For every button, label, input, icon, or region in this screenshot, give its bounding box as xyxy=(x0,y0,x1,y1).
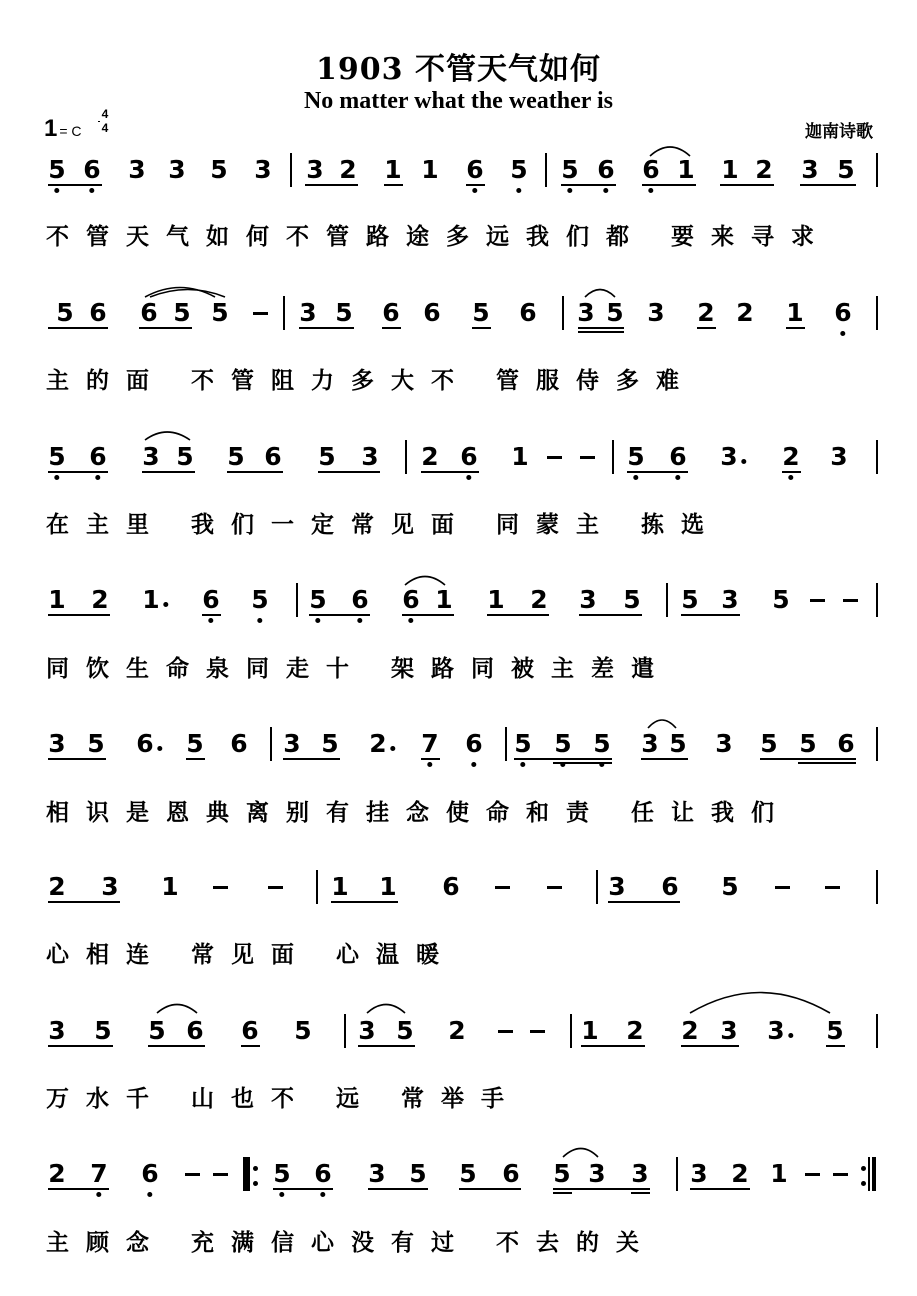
lyric-line-8: 主顾念 充满信心没有过 不去的关 xyxy=(46,1230,657,1256)
note: 6 xyxy=(442,872,460,901)
note: 6 xyxy=(460,442,477,472)
note: 1 xyxy=(48,585,66,614)
note: 1 xyxy=(677,155,695,184)
note: 5 xyxy=(173,298,191,327)
note: 6 xyxy=(202,585,219,615)
note: 5 xyxy=(251,585,268,615)
note: 5 xyxy=(396,1016,414,1045)
note: 3 xyxy=(306,155,324,184)
note: 3 xyxy=(101,872,119,901)
note: 2 xyxy=(48,872,66,901)
note: 5 xyxy=(799,729,817,758)
note: 5 xyxy=(553,1159,571,1188)
author: 迦南诗歌 xyxy=(805,122,873,141)
note: 5 xyxy=(294,1016,312,1045)
note: 1 xyxy=(142,585,159,615)
note: 5 xyxy=(87,729,105,758)
note: 3 xyxy=(168,155,186,184)
note: 5 xyxy=(309,585,326,615)
note: 3 xyxy=(283,729,301,758)
note: 5 xyxy=(554,729,571,759)
lyric-line-1: 不管天气如何不管路途多远我们都 要来寻求 xyxy=(46,224,832,250)
song-title: 1903 不管天气如何 xyxy=(316,52,601,87)
note: 1 xyxy=(770,1159,788,1188)
note: 5 xyxy=(48,155,65,185)
note: 3 xyxy=(588,1159,606,1188)
note: 1 xyxy=(435,585,453,614)
note: 3 xyxy=(631,1159,649,1188)
lyric-line-2: 主的面 不管阻力多大不 管服侍多难 xyxy=(46,368,697,394)
lyric-line-3: 在主里 我们一定常见面 同蒙主 拣选 xyxy=(46,512,722,538)
note: 3 xyxy=(579,585,597,614)
note: 1 xyxy=(487,585,505,614)
note: 3 xyxy=(142,442,160,471)
note: 6 xyxy=(140,298,158,327)
note: 2 xyxy=(736,298,754,327)
note: 3 xyxy=(254,155,272,184)
note: 1 xyxy=(786,298,804,327)
note: 3 xyxy=(358,1016,376,1045)
note: 6 xyxy=(402,585,419,615)
note: 1 xyxy=(721,155,739,184)
note: 3 xyxy=(767,1016,784,1046)
note: 6 xyxy=(669,442,686,472)
note: 2 xyxy=(448,1016,466,1045)
note: 1 xyxy=(161,872,179,901)
note: 2 xyxy=(369,729,386,759)
note: 6 xyxy=(230,729,248,758)
note: 6 xyxy=(466,155,483,185)
note: 5 xyxy=(186,729,204,758)
note: 5 xyxy=(623,585,641,614)
note: 3 xyxy=(801,155,819,184)
note: 3 xyxy=(720,1016,738,1045)
note: 5 xyxy=(669,729,687,758)
note: 3 xyxy=(361,442,379,471)
note: 3 xyxy=(830,442,848,471)
note: 3 xyxy=(299,298,317,327)
note: 3 xyxy=(608,872,626,901)
note: 5 xyxy=(837,155,855,184)
note: 5 xyxy=(681,585,699,614)
note: 3 xyxy=(641,729,659,758)
note: 1 xyxy=(384,155,402,184)
note: 2 xyxy=(530,585,548,614)
note: 5 xyxy=(227,442,245,471)
time-denominator: 4 xyxy=(101,121,109,135)
note: 6 xyxy=(834,298,851,328)
note: 6 xyxy=(89,298,107,327)
note: 6 xyxy=(314,1159,331,1189)
note: 6 xyxy=(642,155,659,185)
note: 2 xyxy=(697,298,715,327)
note: 2 xyxy=(91,585,109,614)
note: 5 xyxy=(94,1016,112,1045)
note: 2 xyxy=(48,1159,66,1188)
lyric-line-6: 心相连 常见面 心温暖 xyxy=(46,942,457,968)
note: 5 xyxy=(335,298,353,327)
note: 5 xyxy=(211,298,229,327)
note: 3 xyxy=(690,1159,708,1188)
note: 6 xyxy=(465,729,482,759)
note: 6 xyxy=(382,298,400,327)
note: 5 xyxy=(409,1159,427,1188)
note: 6 xyxy=(519,298,537,327)
note: 6 xyxy=(597,155,614,185)
note: 5 xyxy=(514,729,531,759)
note: 3 xyxy=(721,585,739,614)
note: 3 xyxy=(715,729,733,758)
note: 6 xyxy=(141,1159,158,1189)
lyric-line-5: 相识是恩典离别有挂念使命和责 任让我们 xyxy=(46,800,792,826)
note: 6 xyxy=(241,1016,259,1045)
note: 5 xyxy=(510,155,527,185)
note: 6 xyxy=(89,442,106,472)
note: 3 xyxy=(647,298,665,327)
note: 1 xyxy=(331,872,349,901)
note: 6 xyxy=(837,729,855,758)
lyric-line-7: 万水千 山也不 远 常举手 xyxy=(46,1086,522,1112)
note: 5 xyxy=(273,1159,290,1189)
note: 7 xyxy=(90,1159,107,1189)
key-do: 1 xyxy=(44,115,58,142)
note: 5 xyxy=(627,442,644,472)
note: 3 xyxy=(720,442,737,472)
note: 6 xyxy=(502,1159,520,1188)
note: 5 xyxy=(760,729,778,758)
lyric-line-4: 同饮生命泉同走十 架路同被主差遣 xyxy=(46,656,672,682)
note: 6 xyxy=(351,585,368,615)
key-pitch: = C xyxy=(59,123,82,139)
note: 2 xyxy=(681,1016,699,1045)
note: 1 xyxy=(511,442,529,471)
note: 5 xyxy=(176,442,194,471)
note: 6 xyxy=(136,729,153,759)
note: 5 xyxy=(318,442,336,471)
note: 3 xyxy=(48,1016,66,1045)
note: 1 xyxy=(379,872,397,901)
note: 3 xyxy=(48,729,66,758)
note: 1 xyxy=(421,155,439,184)
note: 5 xyxy=(593,729,610,759)
note: 5 xyxy=(48,442,65,472)
song-subtitle: No matter what the weather is xyxy=(303,88,614,114)
note: 6 xyxy=(661,872,679,901)
note: 5 xyxy=(459,1159,477,1188)
note: 5 xyxy=(826,1016,844,1045)
note: 6 xyxy=(264,442,282,471)
note: 5 xyxy=(56,298,74,327)
note: 2 xyxy=(731,1159,749,1188)
note: 3 xyxy=(577,298,595,327)
note: 5 xyxy=(148,1016,166,1045)
note: 6 xyxy=(83,155,100,185)
note: 6 xyxy=(423,298,441,327)
note: 5 xyxy=(321,729,339,758)
note: 5 xyxy=(561,155,578,185)
note: 5 xyxy=(772,585,790,614)
note: 1 xyxy=(581,1016,599,1045)
note: 5 xyxy=(210,155,228,184)
time-numerator: 4 xyxy=(101,107,109,121)
note: 2 xyxy=(626,1016,644,1045)
note: 2 xyxy=(421,442,439,471)
note: 6 xyxy=(186,1016,204,1045)
note: 5 xyxy=(721,872,739,901)
note: 3 xyxy=(368,1159,386,1188)
note: 7 xyxy=(421,729,438,759)
note: 3 xyxy=(128,155,146,184)
note: 5 xyxy=(472,298,490,327)
note: 2 xyxy=(755,155,773,184)
note: 2 xyxy=(782,442,799,472)
note: 5 xyxy=(606,298,624,327)
note: 2 xyxy=(339,155,357,184)
